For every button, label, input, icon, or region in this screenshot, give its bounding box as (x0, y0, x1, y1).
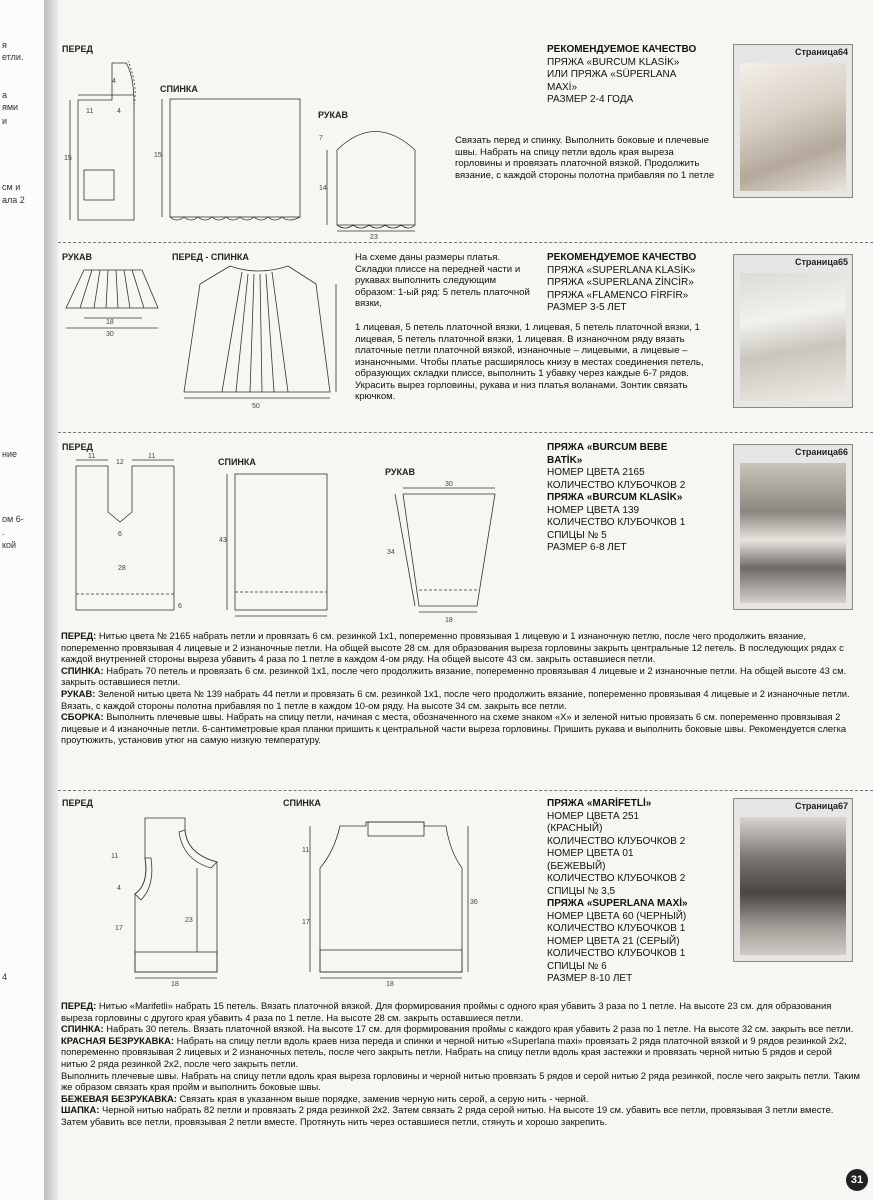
instruction-text: Нитью «Marifetli» набрать 15 петель. Вязать платочной вязкой. Для формирования проймы с одного края убавить 3 раза по 1 петле. На высоте 23 см. для образования выреза горловины с другого края убавить 4 раза по 1 петле. На высоте 28 см. закрыть оставшиеся петли. (61, 1000, 832, 1023)
section2-front-back-label: ПЕРЕД - СПИНКА (172, 252, 249, 262)
section4-instructions (61, 1000, 861, 1128)
section2-sleeve-diagram (62, 262, 162, 342)
children-photo-image (740, 817, 846, 955)
page-ref: Страница67 (734, 799, 852, 817)
section3-sleeve-diagram (385, 480, 515, 625)
section3-back-diagram (215, 470, 340, 620)
instruction-paragraph (61, 711, 861, 746)
section2-photo (733, 254, 853, 408)
instruction-paragraph (61, 688, 861, 711)
instruction-text: Набрать на спицу петли вдоль краев низа переда и спинки и черной нитью «SuperIana maxi» провязать 2 ряда платочной вязкой и 9 рядов резинкой 2х2, попеременно провязывая 2 лицевых и 2 изнаночных петель, после чего закрыть петли. Набрать на спицу петли вдоль края застежки и провязать черной нитью 5 рядов и серой нитью 2 ряда резинкой 2х2, после чего закрыть петли. (61, 1034, 847, 1069)
rec-line: СПИЦЫ № 5 (547, 529, 607, 541)
instruction-heading: СПИНКА: (61, 1023, 104, 1035)
rec-line: НОМЕР ЦВЕТА 21 (СЕРЫЙ) (547, 935, 680, 947)
section4-back-diagram (300, 812, 480, 987)
rec-line: ПРЯЖА «MARİFETLİ» (547, 798, 652, 809)
rec-line: ПРЯЖА «FLAMENCO FİRFİR» (547, 289, 689, 301)
instruction-text: Набрать 70 петель и провязать 6 см. резинкой 1х1, после чего продолжить вязание, попеременно провязывая 4 лицевые и 2 изнаночные петли. На общей высоте 43 см. закрыть оставшиеся петли. (61, 664, 847, 688)
section3-front-label: ПЕРЕД (62, 442, 93, 452)
section3-front-dim: 6 (178, 603, 182, 610)
instruction-heading: БЕЖЕВАЯ БЕЗРУКАВКА: (61, 1092, 177, 1104)
section4-front-dim: 11 (111, 853, 119, 860)
instruction-heading: ШАПКА: (61, 1104, 100, 1116)
svg-text:4: 4 (112, 78, 116, 85)
section-divider (58, 432, 873, 433)
rec-line: РАЗМЕР 8-10 ЛЕТ (547, 973, 633, 984)
section2-intro: На схеме даны размеры платья. Складки плиссе на передней части и рукавах выполнить следующим образом: 1-ый ряд: 5 петель платочной вязки, (355, 252, 530, 309)
instruction-heading: ПЕРЕД: (61, 1000, 97, 1011)
instruction-text: Связать края в указанном выше порядке, заменив черную нить серой, а серую нить - черной. (176, 1092, 589, 1104)
section1-back-diagram (150, 95, 310, 230)
rec-line: ПРЯЖА «SUPERLANA ZİNCİR» (547, 277, 694, 288)
section2-sleeve-label: РУКАВ (62, 252, 92, 262)
section2-body-dim: 50 (252, 403, 260, 410)
section4-front-label: ПЕРЕД (62, 798, 93, 808)
instruction-text: Набрать 30 петель. Вязать платочной вязкой. На высоте 17 см. для формирования проймы с каждого края убавить 2 раза по 1 петле. На высоте 32 см. закрыть все петли. (103, 1023, 854, 1035)
rec-line: РЕКОМЕНДУЕМОЕ КАЧЕСТВО (547, 44, 697, 55)
instruction-paragraph (61, 665, 861, 688)
section1-sleeve-height: 14 (319, 185, 327, 192)
rec-line: (КРАСНЫЙ) (547, 823, 603, 834)
page-gutter (44, 0, 58, 1200)
rec-line: КОЛИЧЕСТВО КЛУБОЧКОВ 1 (547, 517, 686, 528)
rec-line: РАЗМЕР 2-4 ГОДА (547, 94, 634, 105)
rec-line: ПРЯЖА «SUPERLANA KLASİK» (547, 264, 696, 276)
instruction-paragraph (61, 1070, 861, 1093)
section2-sleeve-dim: 18 (106, 319, 114, 326)
rec-line: НОМЕР ЦВЕТА 251 (547, 810, 640, 822)
section3-front-dim: 6 (118, 531, 122, 538)
strip-text: а (2, 90, 8, 100)
instruction-heading: ПЕРЕД: (61, 630, 97, 641)
rec-line: MAXİ» (547, 81, 578, 93)
section3-front-diagram (62, 452, 192, 622)
section4-recommendation (547, 798, 688, 986)
section2-sleeve-dim: 30 (106, 331, 114, 338)
child-photo-image (740, 463, 846, 603)
instruction-text: Нитью цвета № 2165 набрать петли и провязать 6 см. резинкой 1х1, попеременно провязывая 1 лицевую и 1 изнаночную петлю, после чего продолжить вязание, попеременно провязывая 4 лицевые и 2 изнаночные петли. На общей высоте 28 см. для образования выреза горловины закрыть центральные 12 петель. В последующих рядах с каждой внутренней стороны выреза убавить 4 раза по 1 петле в каждом 4-ом ряду. На общей высоте 43 см. закрыть оставшиеся петли. (61, 630, 844, 665)
instruction-paragraph (61, 630, 861, 665)
instruction-text: Зеленой нитью цвета № 139 набрать 44 петли и провязать 6 см. резинкой 1х1, после чего продолжить вязание, попеременно провязывая 4 лицевые и 2 изнаночные петли. Вязать, с каждой стороны полотна прибавляя по 1 петле в каждом 10-ом ряду. На высоте 34 см. закрыть все петли. (61, 687, 850, 711)
section3-front-dim: 12 (116, 459, 124, 466)
section3-sleeve-dim: 18 (445, 617, 453, 624)
section4-front-diagram (105, 812, 240, 987)
rec-line: РАЗМЕР 6-8 ЛЕТ (547, 542, 627, 553)
strip-text: см и (2, 182, 21, 192)
section3-photo (733, 444, 853, 610)
svg-text:11: 11 (86, 108, 94, 115)
rec-line: ПРЯЖА «BURCUM KLASİK» (547, 56, 680, 68)
section1-sleeve-label: РУКАВ (318, 110, 348, 120)
strip-text: ние (2, 449, 18, 459)
section4-front-dim: 4 (117, 885, 121, 892)
page-number: 31 (846, 1169, 868, 1191)
strip-text: кой (2, 540, 17, 550)
strip-text: и (2, 116, 8, 126)
section1-photo (733, 44, 853, 198)
instruction-text: Выполнить плечевые швы. Набрать на спицу петли вдоль края выреза горловины и черной нитью провязать 5 рядов и серой нитью 2 ряда резинкой, после чего закрыть петли. Таким же образом связать края пройм и выполнить боковые швы. (61, 1069, 860, 1093)
section1-front-diagram (62, 55, 142, 230)
section4-front-dim: 23 (185, 917, 193, 924)
section2-front-back-diagram (170, 262, 345, 412)
section4-front-dim: 17 (115, 925, 123, 932)
section1-sleeve-cap: 7 (319, 135, 323, 142)
instruction-text: Черной нитью набрать 82 петли и провязать 2 ряда резинкой 2х2. Затем связать 2 ряда серой нитью. На высоте 19 см. убавить все петли, провязывая 3 петли вместе. Затем убавить все петли, провязывая 2 петли вместе. Протянуть нить через оставшиеся петли, стянуть и хорошо закрепить. (61, 1104, 834, 1127)
section-divider (58, 790, 873, 791)
rec-line: КОЛИЧЕСТВО КЛУБОЧКОВ 2 (547, 479, 686, 491)
child-photo-image (740, 63, 846, 191)
page-ref: Страница65 (734, 255, 852, 273)
strip-text: ями (2, 102, 19, 112)
section3-back-dim: 43 (219, 537, 227, 544)
section3-sleeve-label: РУКАВ (385, 467, 415, 477)
section4-back-dim: 17 (302, 919, 310, 926)
section1-description: Связать перед и спинку. Выполнить боковые и плечевые швы. Набрать на спицу петли вдоль края выреза горловины и провязать платочной вязкой. Продолжить вязание, с каждой стороны полотна прибавляя по 1 петле (455, 135, 715, 181)
section2-recommendation (547, 252, 696, 315)
rec-line: НОМЕР ЦВЕТА 139 (547, 504, 640, 516)
section3-front-dim: 28 (118, 565, 126, 572)
instruction-heading: СПИНКА: (61, 664, 104, 676)
section4-back-dim: 18 (386, 981, 394, 987)
rec-line: ПРЯЖА «BURCUM BEBE (547, 442, 668, 453)
section1-back-label: СПИНКА (160, 84, 198, 94)
rec-line: КОЛИЧЕСТВО КЛУБОЧКОВ 1 (547, 923, 686, 934)
instruction-paragraph (61, 1104, 861, 1127)
rec-line: КОЛИЧЕСТВО КЛУБОЧКОВ 1 (547, 948, 686, 959)
section3-front-dim: 11 (88, 453, 96, 460)
section3-back-label: СПИНКА (218, 457, 256, 467)
instruction-paragraph (61, 1023, 861, 1035)
strip-text: я (2, 40, 7, 50)
section4-front-dim: 18 (171, 981, 179, 987)
section4-back-dim: 11 (302, 847, 310, 854)
section2-main-text: 1 лицевая, 5 петель платочной вязки, 1 лицевая, 5 петель платочной вязки, 1 лицевая, 5 петель платочной вязки, 1 лицевая. В изнаночном ряду вязать платочные петли платочной вязкой, изнаночные – лицевыми, а лицевые – изнаночными. Чтобы платье расширялось книзу в местах соединения петель, образующих складки плиссе, выполнить 1 убавку через каждые 6-7 рядов. Украсить вырез горловины, рукава и низ платья воланами. Зонтик связать крючком. (355, 322, 704, 402)
section4-back-dim: 36 (470, 899, 478, 906)
strip-text: етли. (2, 52, 24, 62)
section4-photo (733, 798, 853, 962)
rec-line: ПРЯЖА «BURCUM KLASİK» (547, 492, 683, 503)
rec-line: КОЛИЧЕСТВО КЛУБОЧКОВ 2 (547, 835, 686, 847)
instruction-heading: РУКАВ: (61, 687, 96, 699)
svg-text:4: 4 (117, 108, 121, 115)
section3-front-dim: 11 (148, 453, 156, 460)
section3-sleeve-dim: 30 (445, 481, 453, 488)
strip-text: ала 2 (2, 195, 25, 205)
rec-line: ИЛИ ПРЯЖА «SÜPERLANA (547, 69, 677, 80)
instruction-paragraph (61, 1093, 861, 1105)
rec-line: BATİK» (547, 454, 583, 466)
section-divider (58, 242, 873, 243)
rec-line: НОМЕР ЦВЕТА 01 (547, 848, 634, 859)
rec-line: (БЕЖЕВЫЙ) (547, 860, 606, 872)
rec-line: РЕКОМЕНДУЕМОЕ КАЧЕСТВО (547, 252, 697, 263)
rec-line: РАЗМЕР 3-5 ЛЕТ (547, 302, 627, 313)
child-photo-image (740, 273, 846, 401)
instruction-heading: СБОРКА: (61, 711, 104, 723)
rec-line: НОМЕР ЦВЕТА 60 (ЧЕРНЫЙ) (547, 910, 687, 922)
page-ref: Страница64 (734, 45, 852, 63)
instruction-text: Выполнить плечевые швы. Набрать на спицу петли, начиная с места, обозначенного на схеме знаком «Х» и зеленой нитью провязать 6 см. попеременно провязывая 2 лицевые и 4 изнаночные петли. 6-сантиметровые края планки пришить к центральной части выреза горловины. Пришить рукава и выполнить боковые швы. Рекомендуется слегка проутюжить, установив утюг на самую низкую температуру. (61, 711, 847, 746)
rec-line: ПРЯЖА «SUPERLANA MAXİ» (547, 898, 688, 909)
instruction-heading: КРАСНАЯ БЕЗРУКАВКА: (61, 1034, 175, 1046)
section3-instructions (61, 630, 861, 746)
page-ref: Страница66 (734, 445, 852, 463)
section1-sleeve-width: 23 (370, 234, 378, 240)
instruction-paragraph (61, 1035, 861, 1070)
rec-line: СПИЦЫ № 6 (547, 960, 607, 972)
section4-back-label: СПИНКА (283, 798, 321, 808)
section1-recommendation (547, 44, 696, 107)
left-page-strip (0, 0, 45, 1200)
section3-sleeve-dim: 34 (387, 549, 395, 556)
section3-recommendation (547, 442, 685, 555)
strip-text: ом 6- (2, 514, 24, 524)
rec-line: НОМЕР ЦВЕТА 2165 (547, 467, 645, 478)
rec-line: КОЛИЧЕСТВО КЛУБОЧКОВ 2 (547, 873, 686, 884)
rec-line: СПИЦЫ № 3,5 (547, 885, 616, 897)
instruction-paragraph (61, 1000, 861, 1023)
strip-text: 4 (2, 972, 8, 982)
strip-text: . (2, 527, 5, 537)
section1-back-dim: 15 (154, 152, 162, 159)
section1-front-dim: 15 (64, 155, 72, 162)
section1-front-label: ПЕРЕД (62, 44, 93, 54)
section1-sleeve-diagram (315, 115, 435, 240)
